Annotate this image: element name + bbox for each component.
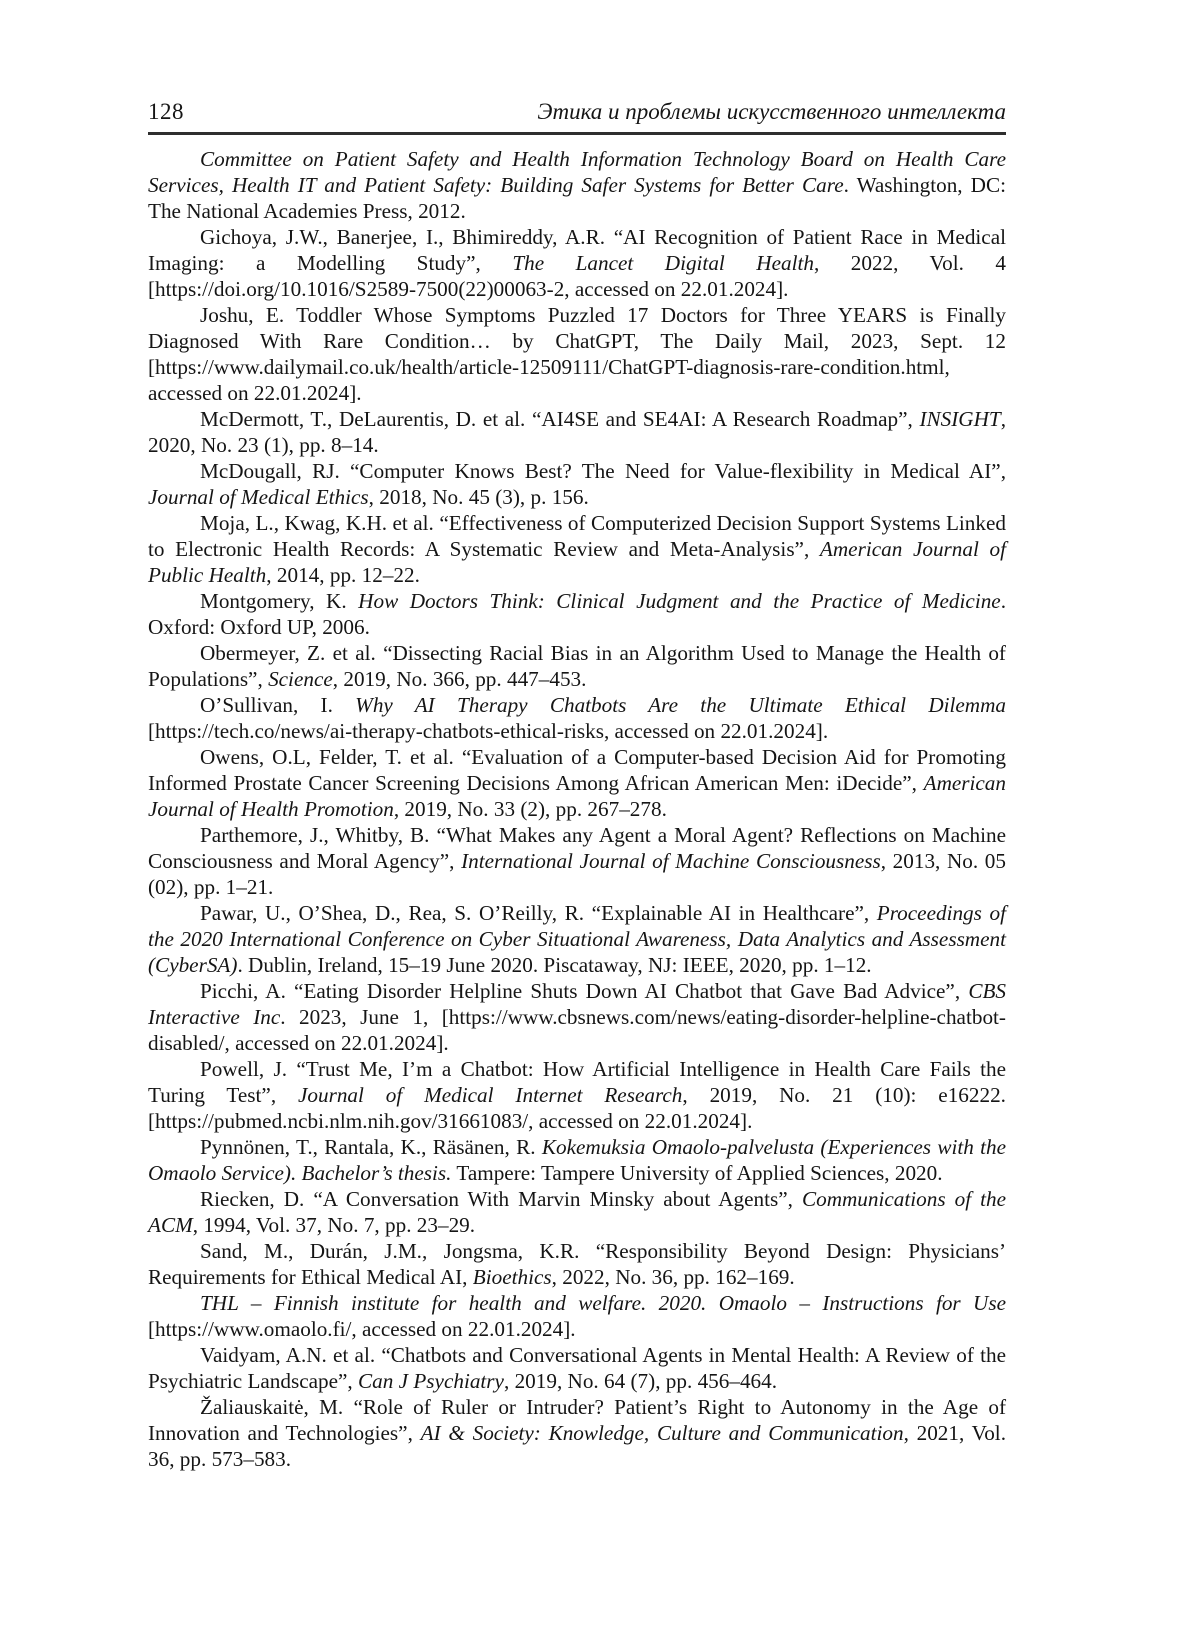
reference-text-segment: . Oxford: Oxford UP, 2006. <box>148 589 1006 639</box>
reference-entry <box>148 1394 1006 1472</box>
reference-entry <box>148 1290 1006 1342</box>
reference-text-segment: . Washington, DC: The National Academies Press, 2012. <box>148 173 1006 223</box>
reference-italic-segment: The Lancet Digital Health <box>512 251 814 275</box>
reference-italic-segment: Proceedings of the 2020 International Conference on Cyber Situational Awareness, Data Analytics and Assessment (CyberSA) <box>148 901 1006 977</box>
page-number: 128 <box>148 99 184 124</box>
reference-text-segment: [https://www.omaolo.fi/, accessed on 22.01.2024]. <box>148 1317 576 1341</box>
reference-text-segment: Žaliauskaitė, M. “Role of Ruler or Intruder? Patient’s Right to Autonomy in the Age of Innovation and Technologies”, <box>148 1395 1006 1445</box>
reference-entry <box>148 510 1006 588</box>
reference-text-segment: , 2013, No. 05 (02), pp. 1–21. <box>148 849 1006 899</box>
references-list <box>148 146 1006 1472</box>
reference-text-segment: [https://tech.co/news/ai-therapy-chatbots-ethical-risks, accessed on 22.01.2024]. <box>148 719 829 743</box>
reference-text-segment: , 2022, No. 36, pp. 162–169. <box>551 1265 795 1289</box>
reference-entry <box>148 744 1006 822</box>
reference-italic-segment: Journal of Medical Internet Research <box>297 1083 683 1107</box>
reference-italic-segment: Kokemuksia Omaolo-palvelusta (Experiences with the Omaolo Service). Bachelor’s thesis. <box>148 1135 1007 1185</box>
reference-italic-segment: THL – Finnish institute for health and welfare. 2020. Omaolo – Instructions for Use <box>200 1291 1006 1315</box>
reference-text-segment: McDougall, RJ. “Computer Knows Best? The Need for Value-flexibility in Medical AI”, <box>200 459 1006 483</box>
reference-italic-segment: How Doctors Think: Clinical Judgment and the Practice of Medicine <box>358 589 1001 613</box>
reference-text-segment: . Dublin, Ireland, 15–19 June 2020. Piscataway, NJ: IEEE, 2020, pp. 1–12. <box>237 953 872 977</box>
reference-italic-segment: American Journal of Health Promotion <box>148 771 1006 821</box>
reference-text-segment: Sand, M., Durán, J.M., Jongsma, K.R. “Responsibility Beyond Design: Physicians’ Requirements for Ethical Medical AI, <box>148 1239 1006 1289</box>
reference-text-segment: , 2019, No. 366, pp. 447–453. <box>332 667 587 691</box>
reference-italic-segment: AI & Society: Knowledge, Culture and Communication <box>420 1421 904 1445</box>
reference-text-segment: Riecken, D. “A Conversation With Marvin Minsky about Agents”, <box>200 1187 802 1211</box>
reference-text-segment: Vaidyam, A.N. et al. “Chatbots and Conversational Agents in Mental Health: A Review of the Psychiatric Landscape”, <box>148 1343 1006 1393</box>
reference-text-segment: Parthemore, J., Whitby, B. “What Makes any Agent a Moral Agent? Reflections on Machine Consciousness and Moral Agency”, <box>148 823 1006 873</box>
reference-text-segment: , 2018, No. 45 (3), p. 156. <box>368 485 589 509</box>
reference-text-segment: . 2023, June 1, [https://www.cbsnews.com/news/eating-disorder-helpline-chatbot-disabled/, accessed on 22.01.2024]. <box>148 1005 1006 1055</box>
reference-entry <box>148 458 1006 510</box>
reference-entry <box>148 1342 1006 1394</box>
reference-entry <box>148 978 1006 1056</box>
reference-text-segment: Gichoya, J.W., Banerjee, I., Bhimireddy, A.R. “AI Recognition of Patient Race in Medical Imaging: a Modelling Study”, <box>148 225 1006 275</box>
reference-text-segment: McDermott, T., DeLaurentis, D. et al. “AI4SE and SE4AI: A Research Roadmap”, <box>200 407 920 431</box>
reference-text-segment: Owens, O.L, Felder, T. et al. “Evaluation of a Computer-based Decision Aid for Promoting Informed Prostate Cancer Screening Decisions Among African American Men: iDecide”, <box>148 745 1006 795</box>
reference-text-segment: O’Sullivan, I. <box>200 693 356 717</box>
reference-entry <box>148 588 1006 640</box>
reference-text-segment: Moja, L., Kwag, K.H. et al. “Effectiveness of Computerized Decision Support Systems Linked to Electronic Health Records: A Systematic Review and Meta-Analysis”, <box>148 511 1006 561</box>
reference-entry <box>148 406 1006 458</box>
reference-entry <box>148 302 1006 406</box>
reference-italic-segment: Science <box>268 667 333 691</box>
reference-text-segment: Tampere: Tampere University of Applied Sciences, 2020. <box>451 1161 943 1185</box>
reference-entry <box>148 640 1006 692</box>
reference-text-segment: , 2021, Vol. 36, pp. 573–583. <box>148 1421 1006 1471</box>
reference-entry <box>148 692 1006 744</box>
reference-entry <box>148 1238 1006 1290</box>
reference-italic-segment: CBS Interactive Inc <box>148 979 1006 1029</box>
reference-text-segment: Picchi, A. “Eating Disorder Helpline Shuts Down AI Chatbot that Gave Bad Advice”, <box>200 979 969 1003</box>
reference-italic-segment: Can J Psychiatry <box>358 1369 504 1393</box>
reference-italic-segment: Communications of the ACM <box>148 1187 1006 1237</box>
reference-text-segment: , 1994, Vol. 37, No. 7, pp. 23–29. <box>192 1213 476 1237</box>
reference-text-segment: , 2019, No. 64 (7), pp. 456–464. <box>503 1369 778 1393</box>
reference-entry <box>148 1134 1006 1186</box>
reference-text-segment: Joshu, E. Toddler Whose Symptoms Puzzled 17 Doctors for Three YEARS is Finally Diagnosed With Rare Condition… by ChatGPT, The Daily Mail, 2023, Sept. 12 [https://www.dailymail.co.uk/health/article-12509111/ChatGPT-diagnosis-rare-condition.html, accessed on 22.01.2024]. <box>148 303 1006 405</box>
reference-italic-segment: Why AI Therapy Chatbots Are the Ultimate Ethical Dilemma <box>355 693 1006 717</box>
reference-text-segment: , 2014, pp. 12–22. <box>266 563 420 587</box>
reference-italic-segment: Bioethics <box>472 1265 552 1289</box>
reference-italic-segment: INSIGHT <box>919 407 1001 431</box>
reference-entry <box>148 822 1006 900</box>
reference-text-segment: Pynnönen, T., Rantala, K., Räsänen, R. <box>200 1135 542 1159</box>
reference-text-segment: Obermeyer, Z. et al. “Dissecting Racial Bias in an Algorithm Used to Manage the Health of Populations”, <box>148 641 1006 691</box>
reference-entry <box>148 224 1006 302</box>
reference-italic-segment: American Journal of Public Health <box>148 537 1006 587</box>
reference-text-segment: , 2020, No. 23 (1), pp. 8–14. <box>148 407 1006 457</box>
reference-text-segment: Montgomery, K. <box>200 589 359 613</box>
running-header-title: Этика и проблемы искусственного интеллекта <box>537 99 1006 124</box>
reference-text-segment: Powell, J. “Trust Me, I’m a Chatbot: How Artificial Intelligence in Health Care Fails the Turing Test”, <box>148 1057 1006 1107</box>
reference-italic-segment: International Journal of Machine Consciousness <box>461 849 881 873</box>
reference-italic-segment: Committee on Patient Safety and Health Information Technology Board on Health Care Services, Health IT and Patient Safety: Building Safer Systems for Better Care <box>148 147 1006 197</box>
reference-text-segment: , 2019, No. 33 (2), pp. 267–278. <box>393 797 667 821</box>
reference-text-segment: , 2019, No. 21 (10): e16222. [https://pubmed.ncbi.nlm.nih.gov/31661083/, accessed on 22.01.2024]. <box>148 1083 1006 1133</box>
reference-entry <box>148 146 1006 224</box>
reference-entry <box>148 900 1006 978</box>
reference-text-segment: , 2022, Vol. 4 [https://doi.org/10.1016/S2589-7500(22)00063-2, accessed on 22.01.2024]. <box>148 251 1006 301</box>
reference-entry <box>148 1186 1006 1238</box>
running-header <box>148 99 1006 135</box>
reference-entry <box>148 1056 1006 1134</box>
reference-text-segment: Pawar, U., O’Shea, D., Rea, S. O’Reilly, R. “Explainable AI in Healthcare”, <box>200 901 877 925</box>
reference-italic-segment: Journal of Medical Ethics <box>148 485 369 509</box>
